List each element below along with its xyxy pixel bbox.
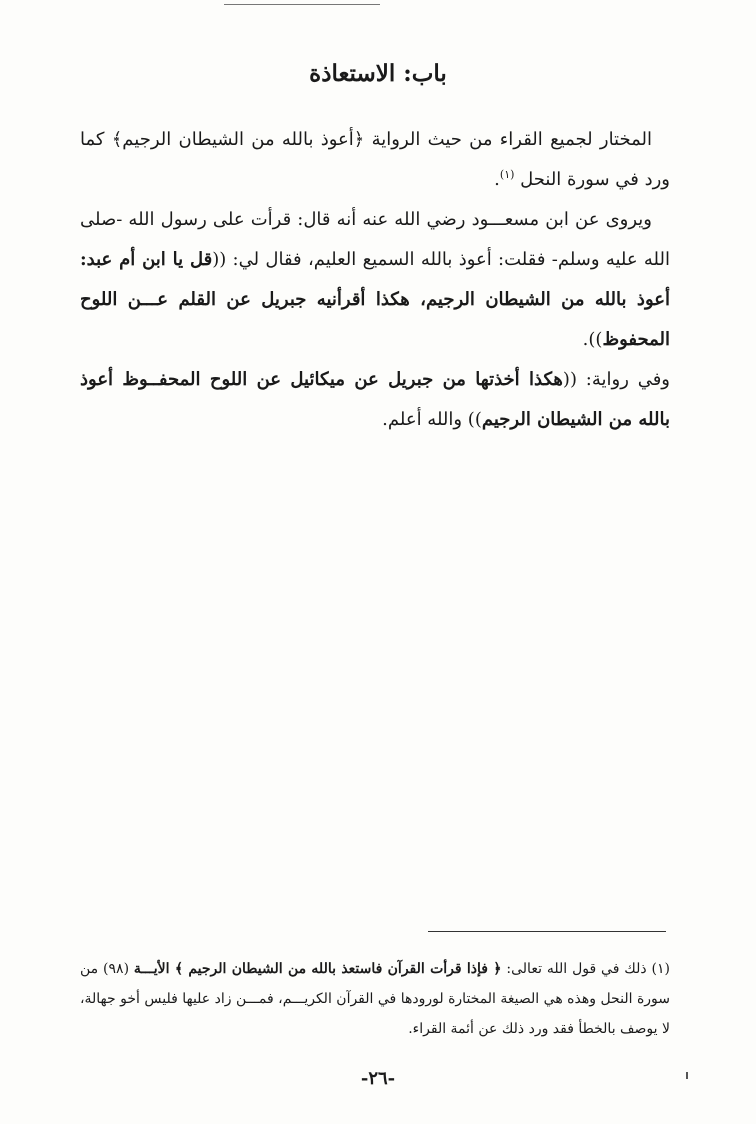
- page-number: -٢٦-: [360, 1068, 396, 1089]
- footnote-divider: [428, 931, 666, 932]
- paragraph-1-text: المختار لجميع القراء من حيث الرواية ﴿أعوذ بالله من الشيطان الرجيم﴾ كما ورد في سورة النحل: [80, 129, 670, 190]
- footnote: [80, 954, 670, 1044]
- chapter-title: باب: الاستعاذة: [309, 60, 447, 87]
- footnote-intro: (١) ذلك في قول الله تعالى:: [501, 961, 670, 977]
- paragraph-3-close: )) والله أعلم.: [382, 409, 482, 430]
- footnote-reference[interactable]: (١): [499, 168, 515, 181]
- paragraph-2: [80, 200, 670, 360]
- paragraph-1: المختار لجميع القراء من حيث الرواية ﴿أعوذ بالله من الشيطان الرجيم﴾ كما ورد في سورة النحل $^{(١)}$.: [80, 129, 670, 190]
- footnote-rest: (٩٨) من سورة النحل وهذه هي الصيغة المختارة لورودها في القرآن الكريـــم، فمـــن زاد عليها فليس أخو جهالة، لا يوصف بالخطأ فقد ورد ذلك عن أئمة القراء.: [80, 961, 670, 1037]
- footnote-verse: ﴿ فإذا قرأت القرآن فاستعذ بالله من الشيطان الرجيم ﴾ الأيـــة: [133, 961, 502, 977]
- paragraph-2-quote: قل يا ابن أم عبد: أعوذ بالله من الشيطان الرجيم، هكذا أقرأنيه جبريل عن القلم عـــن اللوح المحفوظ: [80, 249, 670, 350]
- paragraph-2-intro: ويروى عن ابن مسعـــود رضي الله عنه أنه قال: قرأت على رسول الله -صلى الله عليه وسلم- فقلت: أعوذ بالله السميع العليم، فقال لي: ((: [80, 209, 671, 270]
- paragraph-3-quote: هكذا أخذتها من جبريل عن ميكائيل عن اللوح المحفــوظ أعوذ بالله من الشيطان الرجيم: [80, 369, 670, 430]
- margin-mark: [686, 1072, 688, 1079]
- paragraph-2-close: )).: [582, 329, 603, 350]
- paragraph-3: [80, 360, 670, 440]
- paragraph-3-intro: وفي رواية: ((: [562, 369, 670, 390]
